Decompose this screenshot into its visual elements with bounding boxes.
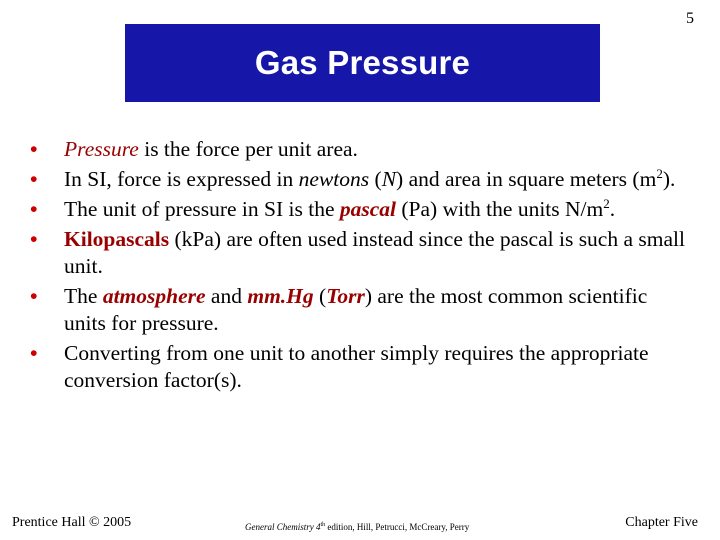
footer-authors: edition, Hill, Petrucci, McCreary, Perry: [325, 522, 470, 532]
bullet-text-segment: and: [205, 284, 248, 308]
bullet-item: [30, 226, 690, 280]
bullet-dot-icon: •: [30, 137, 38, 161]
bullet-text-segment: pascal: [339, 197, 397, 221]
bullet-text-segment: ).: [662, 167, 676, 191]
bullet-text-segment: ) and area in square meters (m: [396, 167, 657, 191]
bullet-text-segment: 2: [656, 165, 663, 181]
footer-book-title: General Chemistry 4: [245, 522, 321, 532]
footer-chapter: Chapter Five: [625, 515, 698, 530]
bullet-dot-icon: •: [30, 227, 38, 251]
bullet-text-segment: .: [609, 197, 616, 221]
bullet-text-segment: newtons: [298, 167, 370, 191]
bullet-dot-icon: •: [30, 341, 38, 365]
bullet-text-segment: In SI, force is expressed in: [64, 167, 299, 191]
bullet-text-segment: atmosphere: [102, 284, 206, 308]
bullet-text-segment: (: [369, 167, 382, 191]
bullet-text-segment: ) are the most common scientific units for pressure.: [64, 284, 648, 335]
bullet-text-segment: Converting from one unit to another simply requires the appropriate conversion factor(s).: [64, 341, 649, 392]
bullet-text-segment: N: [381, 167, 397, 191]
bullet-dot-icon: •: [30, 197, 38, 221]
bullet-item: [30, 166, 690, 193]
slide-number: 5: [686, 10, 694, 27]
bullet-item: [30, 136, 690, 163]
footer-edition-sup: th: [320, 522, 326, 528]
footer-publisher: Prentice Hall © 2005: [12, 515, 132, 530]
bullet-text-segment: Torr: [326, 284, 365, 308]
slide-title: Gas Pressure: [254, 44, 471, 81]
bullet-item: [30, 283, 690, 337]
bullet-text-segment: mm.Hg: [247, 284, 314, 308]
title-banner: [125, 24, 600, 102]
bullet-item: [30, 196, 690, 223]
bullet-dot-icon: •: [30, 167, 38, 191]
bullet-text-segment: is the force per unit area.: [138, 137, 358, 161]
bullet-text-segment: The unit of pressure in SI is the: [64, 197, 340, 221]
bullet-text-segment: Kilopascals: [64, 227, 170, 251]
bullet-text-segment: Pressure: [64, 137, 139, 161]
bullet-list: [30, 136, 690, 397]
bullet-text-segment: (kPa) are often used instead since the pascal is such a small unit.: [64, 227, 685, 278]
bullet-item: [30, 340, 690, 394]
bullet-text-segment: (: [313, 284, 327, 308]
footer-book-credit: [245, 522, 469, 532]
bullet-text-segment: 2: [603, 195, 610, 211]
bullet-dot-icon: •: [30, 284, 38, 308]
bullet-text-segment: (Pa) with the units N/m: [396, 197, 604, 221]
bullet-text-segment: The: [64, 284, 103, 308]
